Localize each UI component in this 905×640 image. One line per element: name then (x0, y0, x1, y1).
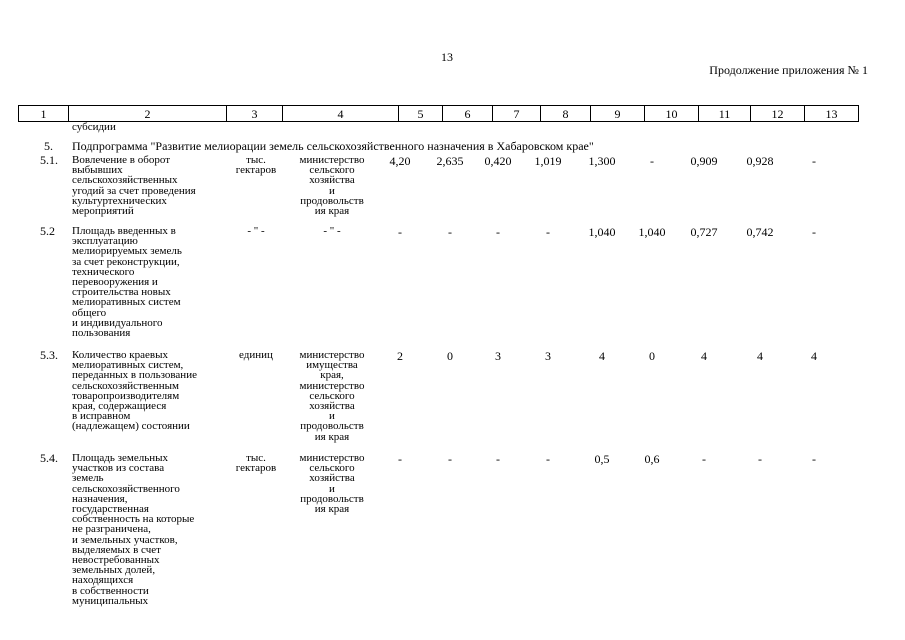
responsible-executor: министерство имущества края, министерство сельского хозяйства и продовольств ия края (299, 349, 365, 443)
value-col-12: 0,928 (746, 154, 774, 168)
header-col-13: 13 (805, 106, 859, 122)
indicator-name: Площадь земельных участков из состава земель сельскохозяйственного назначения, государственная собственность на которые не разграничена, и земельных участков, выделяемых в счет невостребованных земельных долей, находящихся в собственности муниципальных (72, 452, 195, 607)
value-col-5: 2 (397, 349, 403, 363)
value-col-12: 0,742 (746, 225, 774, 239)
unit-of-measure: тыс. гектаров (235, 452, 277, 475)
value-col-7: 0,420 (484, 154, 512, 168)
header-col-3: 3 (227, 106, 283, 122)
unit-of-measure: тыс. гектаров (235, 154, 277, 177)
responsible-executor: - " - (323, 225, 341, 237)
row-number: 5.3. (40, 348, 58, 362)
header-col-5: 5 (399, 106, 443, 122)
row-number: 5.4. (40, 451, 58, 465)
value-col-5: - (398, 225, 402, 239)
header-col-8: 8 (541, 106, 591, 122)
header-col-2: 2 (69, 106, 227, 122)
value-col-13: - (812, 154, 816, 168)
value-col-9: 1,300 (588, 154, 616, 168)
header-col-12: 12 (751, 106, 805, 122)
column-number-header (18, 105, 859, 122)
value-col-11: 4 (701, 349, 707, 363)
value-col-10: 0 (649, 349, 655, 363)
unit-of-measure: - " - (247, 225, 265, 237)
value-col-7: - (496, 452, 500, 466)
responsible-executor: министерство сельского хозяйства и продовольств ия края (299, 452, 365, 516)
header-col-1: 1 (19, 106, 69, 122)
value-col-8: - (546, 452, 550, 466)
row-number: 5.2 (40, 224, 55, 238)
indicator-name: Вовлечение в оборот выбывших сельскохозяйственных угодий за счет проведения культуртехнических мероприятий (72, 154, 196, 218)
appendix-continuation-label: Продолжение приложения № 1 (709, 63, 868, 77)
value-col-8: 3 (545, 349, 551, 363)
responsible-executor: министерство сельского хозяйства и продовольств ия края (299, 154, 365, 218)
indicator-name: Площадь введенных в эксплуатацию мелиорируемых земель за счет реконструкции, технического перевооружения и строительства новых мелиоративных систем общего и индивидуального пользования (72, 225, 182, 340)
header-col-7: 7 (493, 106, 541, 122)
value-col-8: - (546, 225, 550, 239)
subsidy-continuation-text: субсидии (72, 121, 116, 133)
value-col-9: 0,5 (594, 452, 610, 466)
page-number: 13 (441, 50, 453, 64)
value-col-12: - (758, 452, 762, 466)
value-col-12: 4 (757, 349, 763, 363)
unit-of-measure: единиц (239, 349, 273, 361)
value-col-7: 3 (495, 349, 501, 363)
value-col-6: 2,635 (436, 154, 464, 168)
header-col-6: 6 (443, 106, 493, 122)
header-col-11: 11 (699, 106, 751, 122)
value-col-5: 4,20 (389, 154, 411, 168)
value-col-13: - (812, 225, 816, 239)
subprogram-title: Подпрограмма "Развитие мелиорации земель сельскохозяйственного назначения в Хабаровском крае" (72, 139, 594, 153)
value-col-13: 4 (811, 349, 817, 363)
value-col-9: 1,040 (588, 225, 616, 239)
value-col-11: 0,909 (690, 154, 718, 168)
value-col-13: - (812, 452, 816, 466)
value-col-10: 1,040 (638, 225, 666, 239)
value-col-11: 0,727 (690, 225, 718, 239)
value-col-8: 1,019 (534, 154, 562, 168)
value-col-11: - (702, 452, 706, 466)
header-col-10: 10 (645, 106, 699, 122)
header-col-4: 4 (283, 106, 399, 122)
value-col-10: 0,6 (644, 452, 660, 466)
header-col-9: 9 (591, 106, 645, 122)
value-col-6: 0 (447, 349, 453, 363)
value-col-10: - (650, 154, 654, 168)
value-col-7: - (496, 225, 500, 239)
value-col-5: - (398, 452, 402, 466)
value-col-6: - (448, 452, 452, 466)
row-number: 5.1. (40, 153, 58, 167)
indicator-name: Количество краевых мелиоративных систем, переданных в пользование сельскохозяйственным товаропроизводителям края, содержащиеся в исправном (надлежащем) состоянии (72, 349, 197, 433)
value-col-9: 4 (599, 349, 605, 363)
subprogram-number: 5. (44, 139, 53, 153)
value-col-6: - (448, 225, 452, 239)
